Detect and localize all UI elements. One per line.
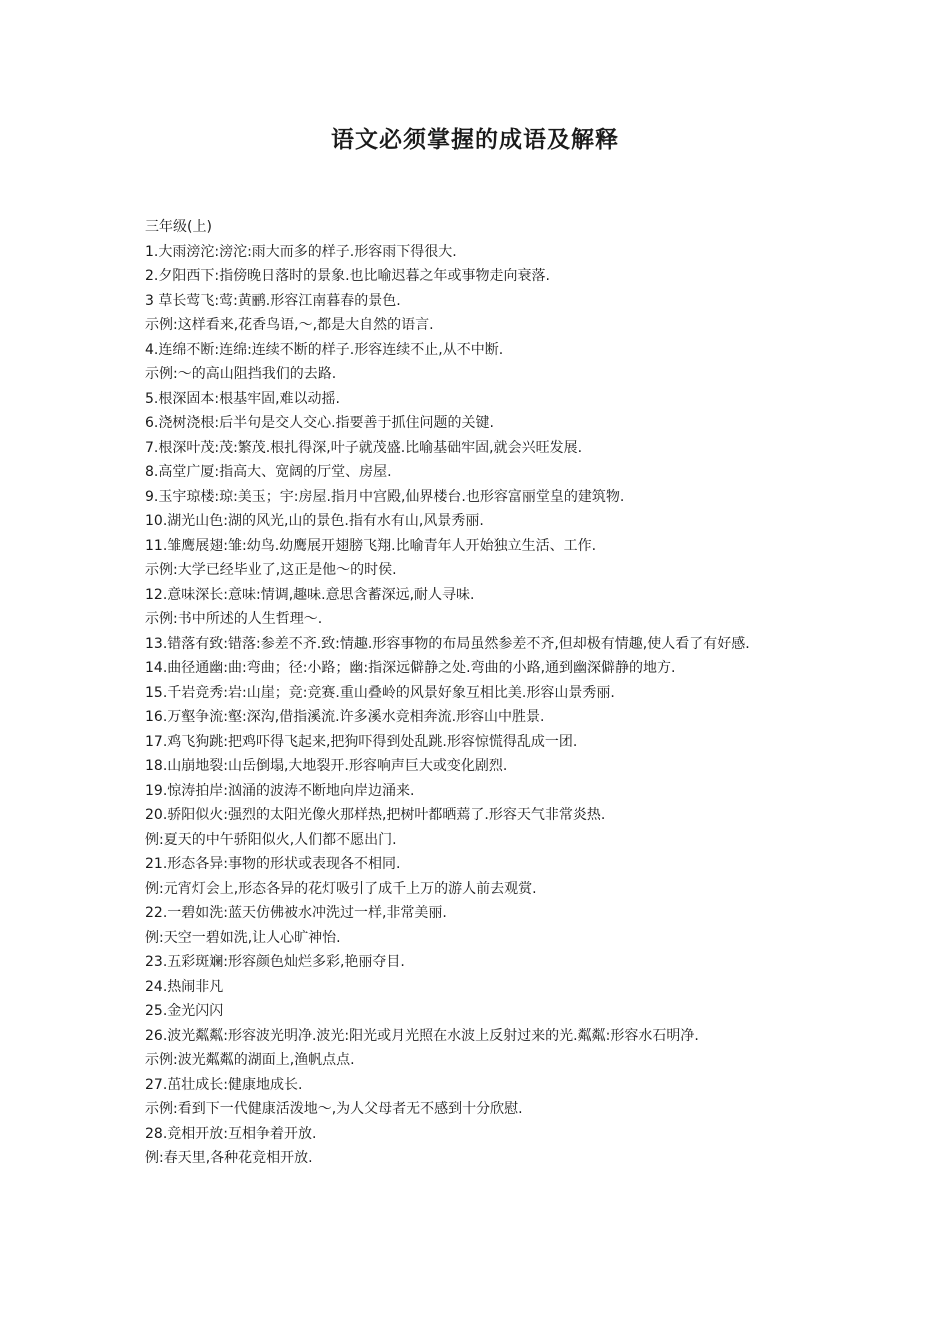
idiom-entry: 19.惊涛拍岸:汹涌的波涛不断地向岸边涌来. [145,782,415,799]
idiom-entry: 4.连绵不断:连绵:连续不断的样子.形容连续不止,从不中断. [145,341,504,358]
idiom-entry: 6.浇树浇根:后半句是交人交心.指要善于抓住问题的关键. [145,415,494,431]
idiom-entry: 10.湖光山色:湖的风光,山的景色.指有水有山,风景秀丽. [145,513,484,529]
idiom-entry: 12.意味深长:意味:情调,趣味.意思含蓄深远,耐人寻味. [145,586,475,603]
idiom-entry: 22.一碧如洗:蓝天仿佛被水冲洗过一样,非常美丽. [145,905,447,921]
example-line: 例:元宵灯会上,形态各异的花灯吸引了成千上万的游人前去观赏. [145,880,537,897]
idiom-entry: 5.根深固本:根基牢固,难以动摇. [145,390,340,407]
example-line: 示例:大学已经毕业了,这正是他～的时侯. [145,562,397,578]
idiom-entry: 9.玉宇琼楼:琼:美玉；宇:房屋.指月中宫殿,仙界楼台.也形容富丽堂皇的建筑物. [145,488,625,505]
idiom-entry: 8.高堂广厦:指高大、宽阔的厅堂、房屋. [145,464,392,480]
idiom-entry: 25.金光闪闪 [145,1003,224,1019]
example-line: 例:天空一碧如洗,让人心旷神怡. [145,929,341,946]
idiom-entry: 17.鸡飞狗跳:把鸡吓得飞起来,把狗吓得到处乱跳.形容惊慌得乱成一团. [145,733,578,750]
idiom-entry: 23.五彩斑斓:形容颜色灿烂多彩,艳丽夺目. [145,954,405,970]
idiom-entry: 26.波光粼粼:形容波光明净.波光:阳光或月光照在水波上反射过来的光.粼粼:形容水石明净. [145,1027,699,1044]
example-line: 示例:这样看来,花香鸟语,～,都是大自然的语言. [145,317,434,333]
example-line: 例:春天里,各种花竞相开放. [145,1150,313,1166]
document-title: 语文必须掌握的成语及解释 [331,127,619,153]
idiom-entry: 7.根深叶茂:茂:繁茂.根扎得深,叶子就茂盛.比喻基础牢固,就会兴旺发展. [145,439,583,456]
idiom-entry: 11.雏鹰展翅:雏:幼鸟.幼鹰展开翅膀飞翔.比喻青年人开始独立生活、工作. [145,537,597,554]
idiom-entry: 13.错落有致:错落:参差不齐.致:情趣.形容事物的布局虽然参差不齐,但却极有情趣,使人看了有好感. [145,635,750,652]
example-line: 示例:～的高山阻挡我们的去路. [145,366,337,382]
idiom-entry: 14.曲径通幽:曲:弯曲；径:小路；幽:指深远僻静之处.弯曲的小路,通到幽深僻静的地方. [145,660,676,676]
idiom-entry: 28.竞相开放:互相争着开放. [145,1125,317,1142]
example-line: 例:夏天的中午骄阳似火,人们都不愿出门. [145,831,397,848]
idiom-entry: 16.万壑争流:壑:深沟,借指溪流.许多溪水竞相奔流.形容山中胜景. [145,709,545,725]
idiom-entry: 20.骄阳似火:强烈的太阳光像火那样热,把树叶都晒蔫了.形容天气非常炎热. [145,807,606,823]
idiom-entry: 2.夕阳西下:指傍晚日落时的景象.也比喻迟暮之年或事物走向衰落. [145,268,550,284]
idiom-entry: 1.大雨滂沱:滂沱:雨大而多的样子.形容雨下得很大. [145,243,457,260]
document-body [145,215,815,1171]
example-line: 示例:书中所述的人生哲理～. [145,611,323,627]
idiom-entry: 3 草长莺飞:莺:黄鹂.形容江南暮春的景色. [145,292,401,309]
idiom-entry: 21.形态各异:事物的形状或表现各不相同. [145,856,401,872]
example-line: 示例:波光粼粼的湖面上,渔帆点点. [145,1052,355,1068]
idiom-entry: 18.山崩地裂:山岳倒塌,大地裂开.形容响声巨大或变化剧烈. [145,758,508,774]
idiom-entry: 24.热闹非凡 [145,978,224,995]
idiom-entry: 15.千岩竞秀:岩:山崖；竞:竞赛.重山叠岭的风景好象互相比美.形容山景秀丽. [145,684,615,701]
example-line: 示例:看到下一代健康活泼地～,为人父母者无不感到十分欣慰. [145,1101,523,1117]
idiom-entry: 27.茁壮成长:健康地成长. [145,1076,303,1093]
section-heading: 三年级(上) [145,219,212,235]
